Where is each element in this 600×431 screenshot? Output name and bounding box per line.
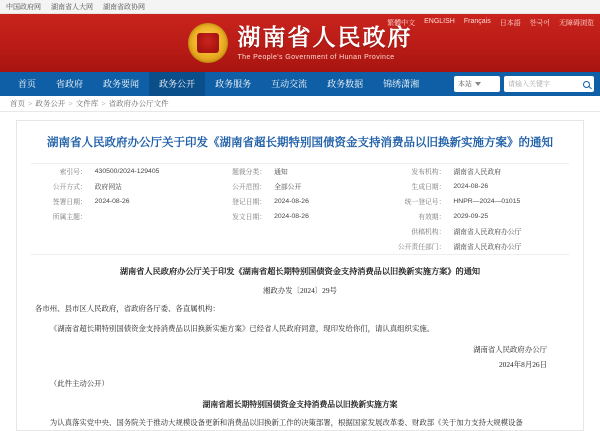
meta-label: 有效期： (418, 214, 446, 222)
content-wrapper (0, 112, 600, 431)
meta-label: 签署日期： (52, 199, 87, 207)
meta-label (210, 239, 270, 255)
nav-item-government-services[interactable]: 政务服务 (215, 79, 252, 89)
table-row (31, 209, 569, 224)
lang-link-1[interactable]: ENGLISH (424, 18, 455, 25)
meta-value: 2024-08-26 (274, 212, 309, 220)
meta-label: 发布机构： (411, 169, 446, 177)
document-meta-table (31, 163, 569, 255)
meta-label (31, 224, 91, 239)
table-row (31, 239, 569, 255)
table-row (31, 179, 569, 194)
meta-value (91, 224, 211, 239)
banner-language-links (387, 18, 594, 28)
meta-label: 题裁分类： (232, 169, 267, 177)
meta-value: 湖南省人民政府 (453, 169, 501, 177)
meta-label: 索引号： (59, 169, 87, 177)
meta-label: 所属主题： (52, 214, 87, 222)
meta-label: 登记日期： (232, 199, 267, 207)
meta-value: 湖南省人民政府办公厅 (453, 244, 522, 252)
nav-item-government-news[interactable]: 政务要闻 (103, 79, 140, 89)
document-subheading: 湖南省超长期特别国债资金支持消费品以旧换新实施方案 (202, 399, 398, 409)
meta-value: 全部公开 (274, 184, 302, 192)
breadcrumb-item-2[interactable]: 文件库 (75, 99, 99, 108)
search-scope-select[interactable] (454, 76, 500, 92)
search-scope-value: 本站 (458, 81, 472, 88)
lang-link-3[interactable]: 日本語 (499, 20, 521, 27)
site-banner (0, 14, 600, 72)
site-title: 湖南省人民政府 (237, 25, 413, 51)
document-signature: 湖南省人民政府办公厅 (473, 344, 547, 354)
topbar-link-0[interactable]: 中国政府网 (6, 3, 41, 11)
breadcrumb-separator-0: > (28, 99, 33, 108)
breadcrumb-separator-1: > (68, 99, 73, 108)
site-title-block (238, 25, 413, 60)
document-body (31, 255, 569, 430)
meta-value (270, 239, 390, 255)
meta-value: 2024-08-26 (453, 182, 489, 190)
meta-value: 通知 (274, 169, 288, 177)
document-paragraph: 《湖南省超长期特别国债资金支持消费品以旧换新实施方案》已经省人民政府同意，现印发给你们，请认真组织实施。 (49, 323, 435, 333)
meta-value: 政府网站 (94, 184, 122, 192)
meta-label: 生成日期： (411, 184, 446, 192)
nav-item-government-disclosure[interactable]: 政务公开 (149, 72, 205, 96)
nav-item-provincial-government[interactable]: 省政府 (56, 79, 84, 89)
meta-label: 公开责任部门： (397, 244, 446, 252)
main-nav (0, 72, 600, 96)
table-row (31, 163, 569, 179)
table-row (31, 194, 569, 209)
breadcrumb-separator-2: > (101, 99, 106, 108)
meta-value: 2024-08-26 (274, 197, 309, 205)
meta-label (210, 224, 270, 239)
document-salutation: 各市州、县市区人民政府，省政府各厅委、各直属机构： (35, 303, 220, 313)
meta-label: 统一登记号： (404, 199, 446, 207)
nav-item-interaction[interactable]: 互动交流 (271, 79, 308, 89)
lang-link-4[interactable]: 한국어 (529, 20, 550, 27)
meta-value: 430500/2024-129405 (94, 167, 160, 175)
lang-link-5[interactable]: 无障碍浏览 (559, 20, 594, 27)
document-number: 湘政办发〔2024〕29号 (263, 285, 337, 295)
site-title-en: The People's Government of Hunan Province (237, 53, 395, 61)
nav-item-government-data[interactable]: 政务数据 (327, 79, 364, 89)
meta-value (270, 224, 390, 239)
lang-link-2[interactable]: Français (463, 18, 491, 25)
page-title: 湖南省人民政府办公厅关于印发《湖南省超长期特别国债资金支持消费品以旧换新实施方案》的通知 (47, 137, 553, 149)
meta-label: 发文日期： (232, 214, 267, 222)
breadcrumb (0, 96, 600, 112)
breadcrumb-item-3[interactable]: 省政府办公厅文件 (108, 99, 169, 108)
document-note: （此件主动公开） (49, 378, 109, 388)
topbar-link-2[interactable]: 湖南省政协网 (103, 3, 145, 11)
chevron-down-icon (475, 82, 481, 86)
lang-link-0[interactable]: 繁體中文 (387, 20, 416, 27)
meta-value (91, 209, 211, 224)
document-paragraph: 为认真落实党中央、国务院关于推动大规模设备更新和消费品以旧换新工作的决策部署，根据国家发展改革委、财政部《关于加力支持大规模设备 (49, 417, 523, 427)
meta-value: 2029-09-25 (453, 212, 489, 220)
document-date: 2024年8月26日 (498, 359, 547, 369)
nav-search-area (454, 76, 594, 92)
table-row (31, 224, 569, 239)
top-gov-bar (0, 0, 600, 14)
document-heading: 湖南省人民政府办公厅关于印发《湖南省超长期特别国债资金支持消费品以旧换新实施方案》的通知 (119, 266, 481, 276)
topbar-link-1[interactable]: 湖南省人大网 (51, 3, 93, 11)
document-card (16, 120, 584, 431)
breadcrumb-item-1[interactable]: 政务公开 (35, 99, 66, 108)
meta-value: HNPR—2024—01015 (453, 197, 521, 205)
meta-value: 2024-08-26 (94, 197, 130, 205)
meta-value (91, 239, 211, 255)
breadcrumb-item-0[interactable]: 首页 (10, 99, 25, 108)
national-emblem-icon (188, 23, 228, 63)
meta-label: 公开方式： (52, 184, 87, 192)
meta-label (31, 239, 91, 255)
meta-value: 湖南省人民政府办公厅 (453, 229, 522, 237)
nav-item-home[interactable]: 首页 (18, 79, 37, 89)
search-input[interactable] (504, 76, 594, 92)
nav-item-beautiful-xiaoxiang[interactable]: 锦绣潇湘 (383, 79, 420, 89)
search-placeholder: 请输入关键字 (508, 81, 550, 88)
meta-label: 公开范围： (232, 184, 267, 192)
meta-label: 供稿机构： (411, 229, 446, 237)
search-icon[interactable] (583, 81, 590, 88)
